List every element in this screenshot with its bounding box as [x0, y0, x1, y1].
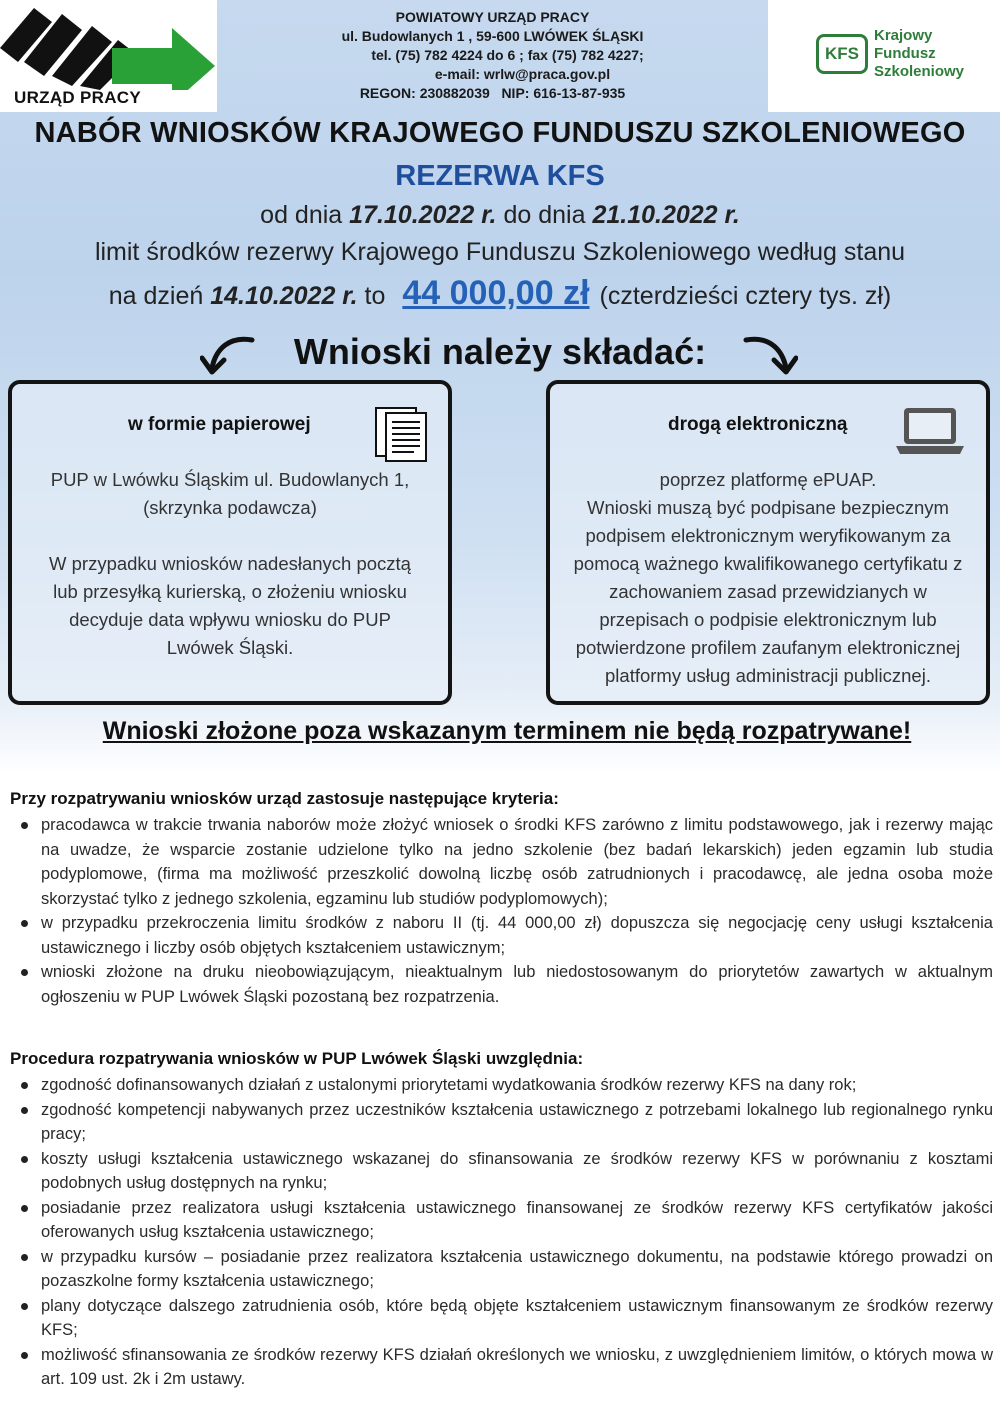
limit-to: to	[357, 282, 393, 310]
criteria-list	[18, 813, 993, 1009]
list-item: plany dotyczące dalszego zatrudnienia osób, które będą objęte kształceniem ustawicznym finansowanym ze środków rezerwy KFS;	[18, 1294, 993, 1343]
electronic-line: poprzez platformę ePUAP.	[659, 469, 877, 490]
paper-submission-box	[8, 380, 452, 705]
limit-prefix: na dzień	[108, 282, 211, 310]
list-item: posiadanie przez realizatora usługi kształcenia ustawicznego finansowanej ze środków rezerwy KFS certyfikatów jakości oferowanych usług kształcenia ustawicznego;	[18, 1196, 993, 1245]
kfs-badge: KFS	[816, 34, 868, 74]
date-from-label: od dnia	[260, 201, 350, 229]
electronic-line: Wnioski muszą być podpisane bezpiecznym	[587, 497, 949, 518]
date-to-label: do dnia	[496, 201, 593, 229]
paper-note-line: decyduje data wpływu wniosku do PUP	[69, 609, 391, 630]
page-title: NABÓR WNIOSKÓW KRAJOWEGO FUNDUSZU SZKOLENIOWEGO	[34, 117, 966, 149]
submission-heading: Wnioski należy składać:	[293, 331, 707, 372]
date-range	[0, 201, 1000, 230]
curved-arrow-right-icon	[738, 330, 798, 380]
list-item: w przypadku przekroczenia limitu środków z naboru II (tj. 44 000,00 zł) dopuszcza się negocjację ceny usługi kształcenia ustawicznego i liczby osób objętych kształceniem ustawicznym;	[18, 911, 993, 960]
electronic-line: platformy usług administracji publicznej.	[605, 665, 931, 686]
kfs-name-line: Fundusz	[874, 45, 936, 62]
list-item: wnioski złożone na druku nieobowiązującym, nieaktualnym lub niedostosowanym do priorytetów zawartych w aktualnym ogłoszeniu w PUP Lwówek Śląski pozostaną bez rozpatrzenia.	[18, 960, 993, 1009]
list-item: zgodność kompetencji nabywanych przez uczestników kształcenia ustawicznego z potrzebami lokalnego lub regionalnego rynku pracy;	[18, 1098, 993, 1147]
electronic-text	[564, 466, 972, 690]
paper-box-title: w formie papierowej	[128, 414, 311, 435]
criteria-title: Przy rozpatrywaniu wniosków urząd zastosuje następujące kryteria:	[10, 789, 559, 808]
limit-date: 14.10.2022 r.	[210, 282, 358, 310]
electronic-box-title: drogą elektroniczną	[668, 414, 848, 435]
limit-line: limit środków rezerwy Krajowego Funduszu Szkoleniowego według stanu	[94, 238, 906, 266]
list-item: zgodność dofinansowanych działań z ustalonymi priorytetami wydatkowania środków rezerwy KFS na dany rok;	[18, 1073, 993, 1098]
electronic-line: potwierdzone profilem zaufanym elektronicznej	[575, 637, 961, 658]
date-to: 21.10.2022 r.	[592, 201, 740, 229]
paper-note-line: W przypadku wniosków nadesłanych pocztą	[49, 553, 411, 574]
kfs-logo	[768, 0, 1000, 112]
deadline-warning: Wnioski złożone poza wskazanym terminem nie będą rozpatrywane!	[102, 717, 912, 745]
procedure-list	[18, 1073, 993, 1392]
kfs-name-line: Szkoleniowy	[874, 63, 965, 80]
header	[0, 0, 1000, 112]
kfs-name-line: Krajowy	[874, 27, 933, 44]
limit-amount: 44 000,00 zł	[402, 274, 590, 312]
office-phone: tel. (75) 782 4224 do 6 ; fax (75) 782 4227;	[371, 47, 644, 63]
electronic-submission-box	[546, 380, 990, 705]
office-address	[220, 8, 765, 103]
list-item: możliwość sfinansowania ze środków rezerwy KFS działań określonych we wniosku, z uwzględnieniem limitów, o których mowa w art. 109 ust. 2k i 2m ustawy.	[18, 1343, 993, 1392]
office-ids: REGON: 230882039 NIP: 616-13-87-935	[359, 85, 626, 101]
logo-caption: URZĄD PRACY	[14, 88, 142, 107]
electronic-line: podpisem elektronicznym weryfikowanym za	[585, 525, 951, 546]
laptop-icon	[894, 404, 966, 458]
list-item: pracodawca w trakcie trwania naborów może złożyć wniosek o środki KFS zarówno z limitu podstawowego, jak i rezerwy mając na uwadze, że wsparcie zostanie udzielone tylko na jedno szkolenie (bez badań lekarskich) jeden egzamin lub studia podyplomowe, (firma ma możliwość przeszkolić dowolną liczbę osób zatrudnionych i pracodawcę, ale jedna osoba może skorzystać tylko z jednego szkolenia, egzaminu lub studiów podyplomowych);	[18, 813, 993, 911]
paper-note-line: Lwówek Śląski.	[166, 637, 294, 658]
list-item: w przypadku kursów – posiadanie przez realizatora kształcenia ustawicznego dokumentu, na podstawie którego prowadzi on pozaszkolne formy kształcenia ustawicznego;	[18, 1245, 993, 1294]
list-item: koszty usługi kształcenia ustawicznego wskazanej do sfinansowania ze środków rezerwy KFS w porównaniu z kosztami podobnych usług dostępnych na rynku;	[18, 1147, 993, 1196]
amount-words: (czterdzieści cztery tys. zł)	[599, 282, 892, 310]
electronic-line: zachowaniem zasad przewidzianych w	[609, 581, 927, 602]
limit-amount-line	[0, 274, 1000, 313]
paper-address-line: PUP w Lwówku Śląskim ul. Budowlanych 1,	[50, 469, 410, 490]
office-street: ul. Budowlanych 1 , 59-600 LWÓWEK ŚLĄSKI	[341, 28, 644, 44]
procedure-title: Procedura rozpatrywania wniosków w PUP Lwówek Śląski uwzględnia:	[10, 1049, 584, 1068]
paper-note-line: lub przesyłką kurierską, o złożeniu wniosku	[53, 581, 407, 602]
document-stack-icon	[374, 406, 430, 462]
date-from: 17.10.2022 r.	[349, 201, 497, 229]
kfs-name	[874, 27, 964, 81]
urzad-pracy-emblem-icon	[0, 0, 217, 90]
office-email: e-mail: wrlw@praca.gov.pl	[434, 66, 611, 82]
electronic-line: przepisach o podpisie elektronicznym lub	[599, 609, 937, 630]
paper-note	[26, 550, 434, 662]
electronic-line: pomocą ważnego kwalifikowanego certyfikatu z	[573, 553, 963, 574]
office-name: POWIATOWY URZĄD PRACY	[395, 9, 590, 25]
paper-address	[26, 466, 434, 522]
page-subtitle: REZERWA KFS	[395, 160, 605, 192]
urzad-pracy-logo	[0, 0, 217, 112]
paper-address-line: (skrzynka podawcza)	[143, 497, 317, 518]
